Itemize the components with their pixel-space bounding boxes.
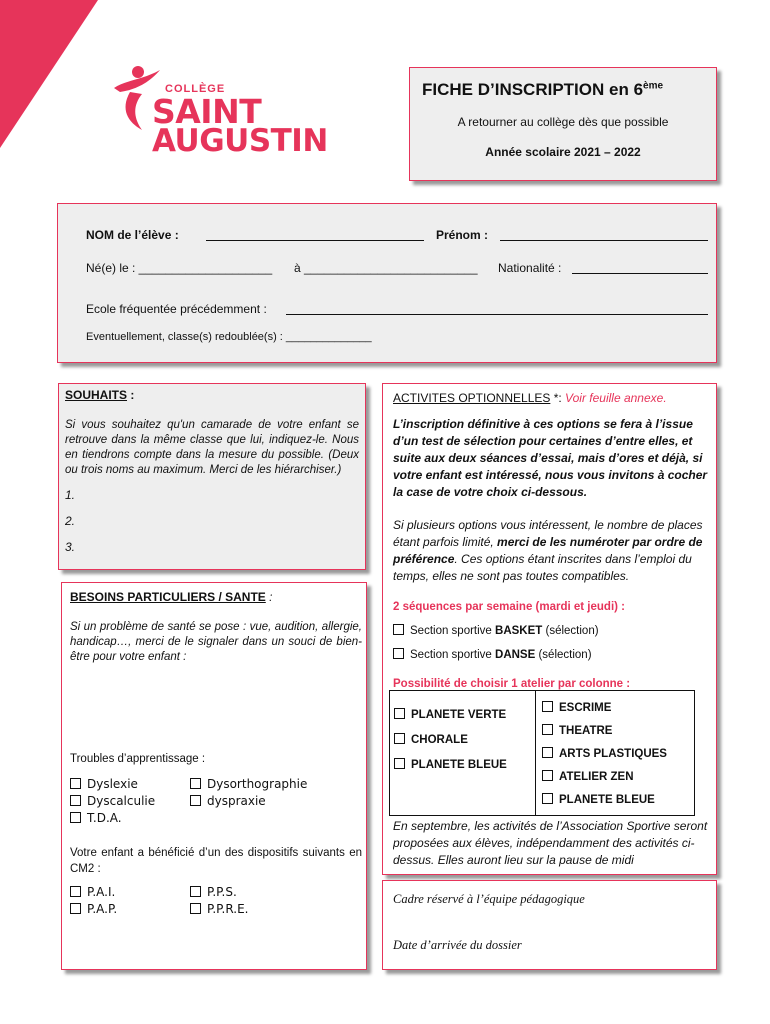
planete-verte-checkbox[interactable]: PLANETE VERTE xyxy=(394,703,507,728)
atelier-col2 xyxy=(542,697,667,812)
sequences-label: 2 séquences par semaine (mardi et jeudi) : xyxy=(393,601,625,613)
logo-augustin-text: AUGUSTIN xyxy=(152,123,328,159)
dysorthographie-checkbox[interactable]: Dysorthographie xyxy=(190,776,307,793)
dyspraxie-checkbox[interactable]: dyspraxie xyxy=(190,793,307,810)
septembre-text: En septembre, les activités de l’Association Sportive seront proposées aux élèves, indépendamment des activités ci-dessus. Elles auront lieu sur la pause de midi xyxy=(393,819,708,867)
souhaits-box xyxy=(58,383,366,570)
pap-checkbox[interactable]: P.A.P. xyxy=(70,901,117,918)
souhait-2[interactable]: 2. xyxy=(65,514,76,528)
souhaits-heading: SOUHAITS : xyxy=(65,388,135,402)
dyslexie-checkbox[interactable]: Dyslexie xyxy=(70,776,155,793)
dyscalculie-checkbox[interactable]: Dyscalculie xyxy=(70,793,155,810)
identity-box xyxy=(57,203,717,363)
atelier-zen-checkbox[interactable]: ATELIER ZEN xyxy=(542,766,667,789)
cadre-reserve-label: Cadre réservé à l’équipe pédagogique xyxy=(393,892,585,906)
logo-college-text: COLLÈGE xyxy=(165,83,226,95)
prenom-field[interactable] xyxy=(500,240,708,241)
classe-redoublee-field[interactable]: Eventuellement, classe(s) redoublée(s) : ______________ xyxy=(86,331,372,343)
column-divider xyxy=(535,691,536,815)
besoins-box xyxy=(61,582,367,970)
prenom-label: Prénom : xyxy=(436,228,489,242)
logo-saint-text: SAINT xyxy=(152,92,262,131)
dispositifs-col1 xyxy=(70,884,117,918)
souhait-1[interactable]: 1. xyxy=(65,488,76,502)
souhait-3[interactable]: 3. xyxy=(65,540,76,554)
pps-checkbox[interactable]: P.P.S. xyxy=(190,884,248,901)
ateliers-table xyxy=(389,690,695,816)
planete-bleue-col2-checkbox[interactable]: PLANETE BLEUE xyxy=(542,789,667,812)
activites-heading: ACTIVITES OPTIONNELLES *: Voir feuille annexe. xyxy=(393,391,667,405)
ecole-label: Ecole fréquentée précédemment : xyxy=(86,302,267,316)
planete-bleue-col1-checkbox[interactable]: PLANETE BLEUE xyxy=(394,753,507,778)
theatre-checkbox[interactable]: THEATRE xyxy=(542,720,667,743)
tda-checkbox[interactable]: T.D.A. xyxy=(70,810,155,827)
activites-preference-text: Si plusieurs options vous intéressent, le nombre de places étant parfois limité, merci de les numéroter par ordre de préférence. Ces options étant inscrites dans l’emploi du temps, elles ne sont pas toutes compatibles. xyxy=(393,518,703,583)
ppre-checkbox[interactable]: P.P.R.E. xyxy=(190,901,248,918)
danse-checkbox[interactable]: Section sportive DANSE (sélection) xyxy=(393,648,592,661)
corner-decoration xyxy=(0,0,98,148)
basket-checkbox[interactable]: Section sportive BASKET (sélection) xyxy=(393,624,599,637)
activites-info-text: L’inscription définitive à ces options se fera à l’issue d’un test de sélection pour certaines d’entre elles, et suite aux deux séances d’essai, mais d’ores et déjà, si votre enfant est intéressé, nous vous invitons à cocher la case de votre choix ci-dessous. xyxy=(393,417,708,499)
troubles-col1 xyxy=(70,776,155,827)
escrime-checkbox[interactable]: ESCRIME xyxy=(542,697,667,720)
besoins-text: Si un problème de santé se pose : vue, audition, allergie, handicap…, merci de le signaler dans un souci de bien-être pour votre enfant : xyxy=(70,621,362,663)
naissance-lieu-field[interactable]: à __________________________ xyxy=(294,261,478,275)
besoins-heading: BESOINS PARTICULIERS / SANTE : xyxy=(70,590,273,604)
souhaits-text: Si vous souhaitez qu'un camarade de votre enfant se retrouve dans la même classe que lui, indiquez-le. Nous en tiendrons compte dans la mesure du possible. (Deux ou trois noms au maximum. Merci de les hiérarchiser.) xyxy=(65,419,359,476)
troubles-label: Troubles d’apprentissage : xyxy=(70,753,206,765)
pai-checkbox[interactable]: P.A.I. xyxy=(70,884,117,901)
dispositifs-text: Votre enfant a bénéficié d’un des dispositifs suivants en CM2 : xyxy=(70,847,362,875)
troubles-col2 xyxy=(190,776,307,810)
header-box xyxy=(409,67,717,181)
arts-plastiques-checkbox[interactable]: ARTS PLASTIQUES xyxy=(542,743,667,766)
atelier-col1 xyxy=(394,703,507,778)
ecole-field[interactable] xyxy=(286,314,708,315)
page-title: FICHE D’INSCRIPTION en 6ème xyxy=(422,80,664,99)
cadre-reserve-box xyxy=(382,880,717,970)
nationalite-label: Nationalité : xyxy=(498,261,562,275)
activites-box xyxy=(382,383,717,875)
nom-label: NOM de l’élève : xyxy=(86,228,179,242)
nationalite-field[interactable] xyxy=(572,273,708,274)
school-year: Année scolaire 2021 – 2022 xyxy=(485,145,641,159)
atelier-label: Possibilité de choisir 1 atelier par colonne : xyxy=(393,678,631,690)
date-arrivee-label[interactable]: Date d’arrivée du dossier xyxy=(393,938,522,952)
naissance-date-field[interactable]: Né(e) le : ____________________ xyxy=(86,261,273,275)
header-subtitle: A retourner au collège dès que possible xyxy=(457,115,669,129)
dispositifs-col2 xyxy=(190,884,248,918)
nom-field[interactable] xyxy=(206,240,424,241)
chorale-checkbox[interactable]: CHORALE xyxy=(394,728,507,753)
